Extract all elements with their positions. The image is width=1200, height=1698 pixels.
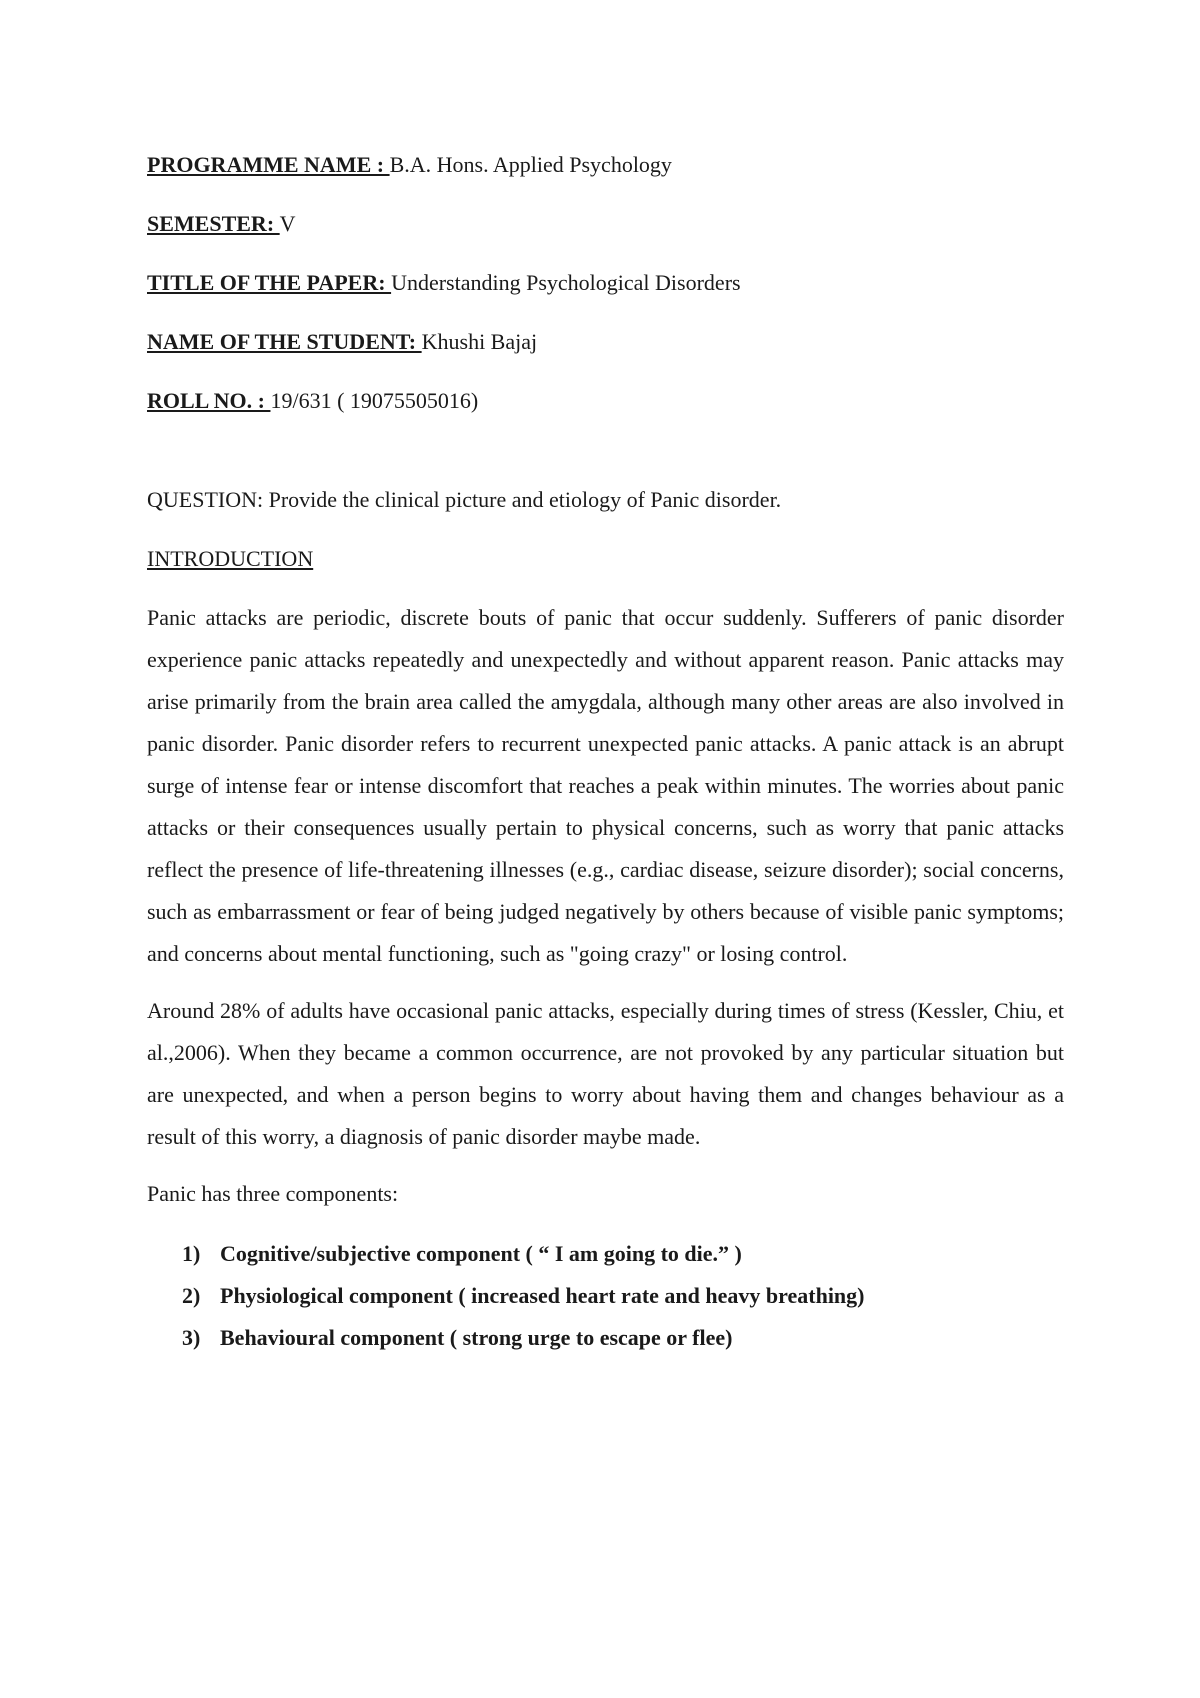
list-item-number: 3): [182, 1325, 201, 1350]
list-item: [147, 1275, 1064, 1317]
roll-no-label: ROLL NO. :: [147, 388, 271, 413]
semester-label: SEMESTER:: [147, 211, 280, 236]
list-item: [147, 1233, 1064, 1275]
document-body: [147, 144, 1064, 1359]
section-spacer: [147, 439, 1064, 479]
components-list: [147, 1233, 1064, 1359]
paper-title-value: Understanding Psychological Disorders: [391, 270, 741, 295]
programme-value: B.A. Hons. Applied Psychology: [389, 152, 672, 177]
roll-no-value: 19/631 ( 19075505016): [270, 388, 479, 413]
programme-label: PROGRAMME NAME :: [147, 152, 390, 177]
introduction-heading: INTRODUCTION: [147, 546, 314, 571]
list-item-number: 2): [182, 1283, 201, 1308]
intro-paragraph-2: Around 28% of adults have occasional panic attacks, especially during times of stress (Kessler, Chiu, et al.,2006). When they became a common occurrence, are not provoked by any particular situation but are unexpected, and when a person begins to worry about having them and changes behaviour as a result of this worry, a diagnosis of panic disorder maybe made.: [147, 998, 1064, 1149]
paper-title-line: [147, 262, 1064, 304]
list-item-text: Cognitive/subjective component ( “ I am going to die.” ): [220, 1241, 742, 1266]
student-name-line: [147, 321, 1064, 363]
student-name-label: NAME OF THE STUDENT:: [147, 329, 422, 354]
student-name-value: Khushi Bajaj: [421, 329, 538, 354]
list-item-text: Behavioural component ( strong urge to escape or flee): [220, 1325, 733, 1350]
programme-line: [147, 144, 1064, 186]
list-item: [147, 1317, 1064, 1359]
question-text: QUESTION: Provide the clinical picture and etiology of Panic disorder.: [147, 487, 782, 512]
semester-line: [147, 203, 1064, 245]
paper-title-label: TITLE OF THE PAPER:: [147, 270, 392, 295]
roll-no-line: [147, 380, 1064, 422]
semester-value: V: [279, 211, 296, 236]
list-item-text: Physiological component ( increased heart rate and heavy breathing): [220, 1283, 865, 1308]
list-item-number: 1): [182, 1241, 201, 1266]
intro-paragraph-1: Panic attacks are periodic, discrete bouts of panic that occur suddenly. Sufferers of panic disorder experience panic attacks repeatedly and unexpectedly and without apparent reason. Panic attacks may arise primarily from the brain area called the amygdala, although many other areas are also involved in panic disorder. Panic disorder refers to recurrent unexpected panic attacks. A panic attack is an abrupt surge of intense fear or intense discomfort that reaches a peak within minutes. The worries about panic attacks or their consequences usually pertain to physical concerns, such as worry that panic attacks reflect the presence of life-threatening illnesses (e.g., cardiac disease, seizure disorder); social concerns, such as embarrassment or fear of being judged negatively by others because of visible panic symptoms; and concerns about mental functioning, such as "going crazy" or losing control.: [147, 605, 1064, 966]
intro-paragraph-3: Panic has three components:: [147, 1181, 399, 1206]
